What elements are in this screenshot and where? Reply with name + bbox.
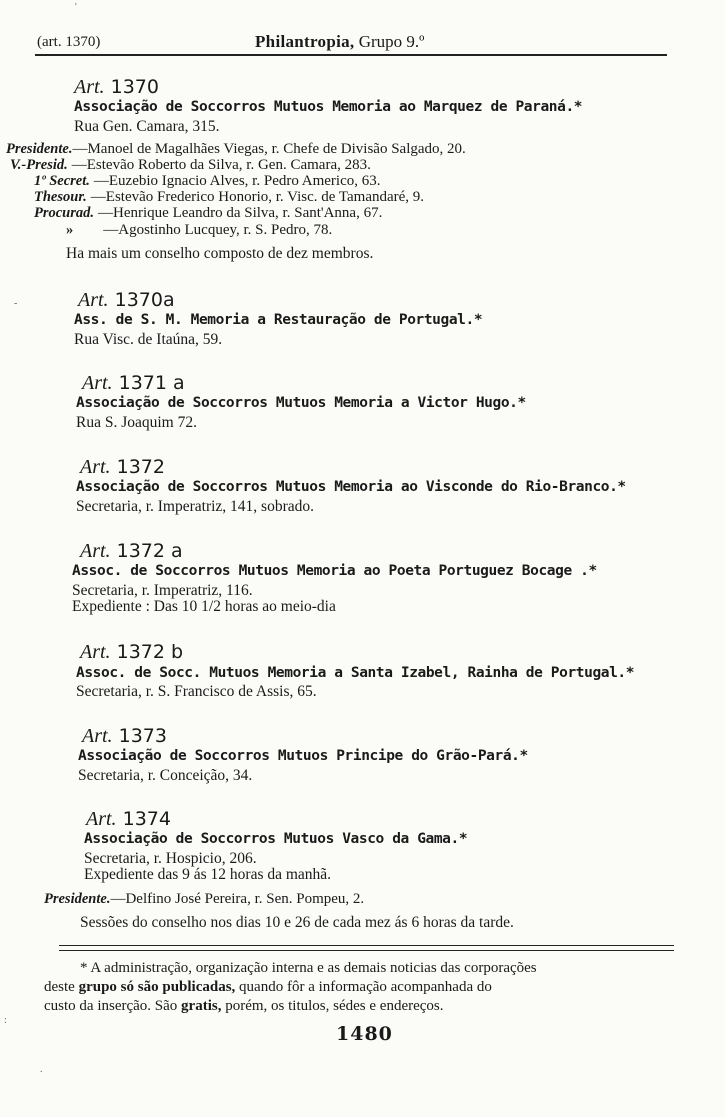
article-heading: Art. 1370a: [78, 289, 175, 311]
footnote-line: custo da inserção. São gratis, porém, os titulos, sédes e endereços.: [44, 998, 444, 1014]
address-line: Rua Visc. de Itaúna, 59.: [74, 331, 223, 348]
article-heading: Art. 1372 a: [80, 540, 183, 562]
group-number: Grupo 9.º: [358, 32, 425, 51]
footnote-line: deste grupo só são publicadas, quando fôr a informação acompanhada do: [44, 979, 492, 995]
footnote-line: * A administração, organização interna e as demais noticias das corporações: [80, 960, 537, 976]
address-line: Rua Gen. Camara, 315.: [74, 118, 220, 135]
scan-speck: ': [75, 2, 77, 13]
association-title: Associação de Soccorros Mutuos Memoria ao Marquez de Paraná.*: [74, 99, 583, 115]
association-title: Associação de Soccorros Mutuos Memoria a Victor Hugo.*: [76, 395, 526, 411]
article-heading: Art. 1371 a: [82, 372, 185, 394]
officer-row: 1º Secret. —Euzebio Ignacio Alves, r. Pedro Americo, 63.: [34, 173, 381, 189]
officer-row: V.-Presid. —Estevão Roberto da Silva, r. Gen. Camara, 283.: [10, 157, 371, 173]
address-line: Secretaria, r. S. Francisco de Assis, 65.: [76, 683, 317, 700]
address-line: Secretaria, r. Conceição, 34.: [78, 767, 253, 784]
hours-line: Expediente : Das 10 1/2 horas ao meio-dia: [72, 598, 336, 615]
article-heading: Art. 1373: [82, 725, 167, 747]
officer-row: Presidente.—Manoel de Magalhães Viegas, r. Chefe de Divisão Salgado, 20.: [6, 141, 466, 157]
association-title: Ass. de S. M. Memoria a Restauração de Portugal.*: [74, 312, 483, 328]
address-line: Secretaria, r. Hospicio, 206.: [84, 850, 257, 867]
scan-speck: :: [4, 1015, 7, 1026]
address-line: Rua S. Joaquim 72.: [76, 414, 197, 431]
association-title: Assoc. de Socc. Mutuos Memoria a Santa Izabel, Rainha de Portugal.*: [76, 665, 635, 681]
scan-speck: .: [40, 1064, 43, 1075]
note-line: Ha mais um conselho composto de dez membros.: [66, 245, 374, 262]
address-line: Secretaria, r. Imperatriz, 116.: [72, 582, 253, 599]
association-title: Associação de Soccorros Mutuos Principe do Grão-Pará.*: [78, 748, 528, 764]
association-title: Associação de Soccorros Mutuos Memoria ao Visconde do Rio-Branco.*: [76, 479, 626, 495]
officer-row: Thesour. —Estevão Frederico Honorio, r. Visc. de Tamandaré, 9.: [34, 189, 425, 205]
page-number: 1480: [336, 1023, 393, 1045]
footnote-rule: [59, 945, 674, 946]
running-head-article-range: (art. 1370): [37, 34, 101, 50]
association-title: Assoc. de Soccorros Mutuos Memoria ao Poeta Portuguez Bocage .*: [72, 563, 597, 579]
hours-line: Expediente das 9 ás 12 horas da manhã.: [84, 866, 332, 883]
footnote-rule: [59, 950, 674, 951]
officer-row: Procurad. —Henrique Leandro da Silva, r. Sant'Anna, 67.: [34, 205, 383, 221]
officer-row: Presidente.—Delfino José Pereira, r. Sen. Pompeu, 2.: [44, 891, 365, 907]
note-line: Sessões do conselho nos dias 10 e 26 de cada mez ás 6 horas da tarde.: [80, 914, 514, 931]
article-heading: Art. 1374: [86, 808, 171, 830]
article-heading: Art. 1372: [80, 456, 165, 478]
running-head-title: [255, 32, 424, 52]
header-rule: [35, 54, 667, 56]
scan-speck: -: [14, 298, 18, 309]
association-title: Associação de Soccorros Mutuos Vasco da Gama.*: [84, 831, 468, 847]
address-line: Secretaria, r. Imperatriz, 141, sobrado.: [76, 498, 315, 515]
group-name: Philantropia,: [255, 32, 355, 51]
article-heading: Art. 1372 b: [80, 641, 184, 663]
officer-row: » —Agostinho Lucquey, r. S. Pedro, 78.: [66, 222, 333, 238]
article-heading: Art. 1370: [74, 76, 159, 98]
